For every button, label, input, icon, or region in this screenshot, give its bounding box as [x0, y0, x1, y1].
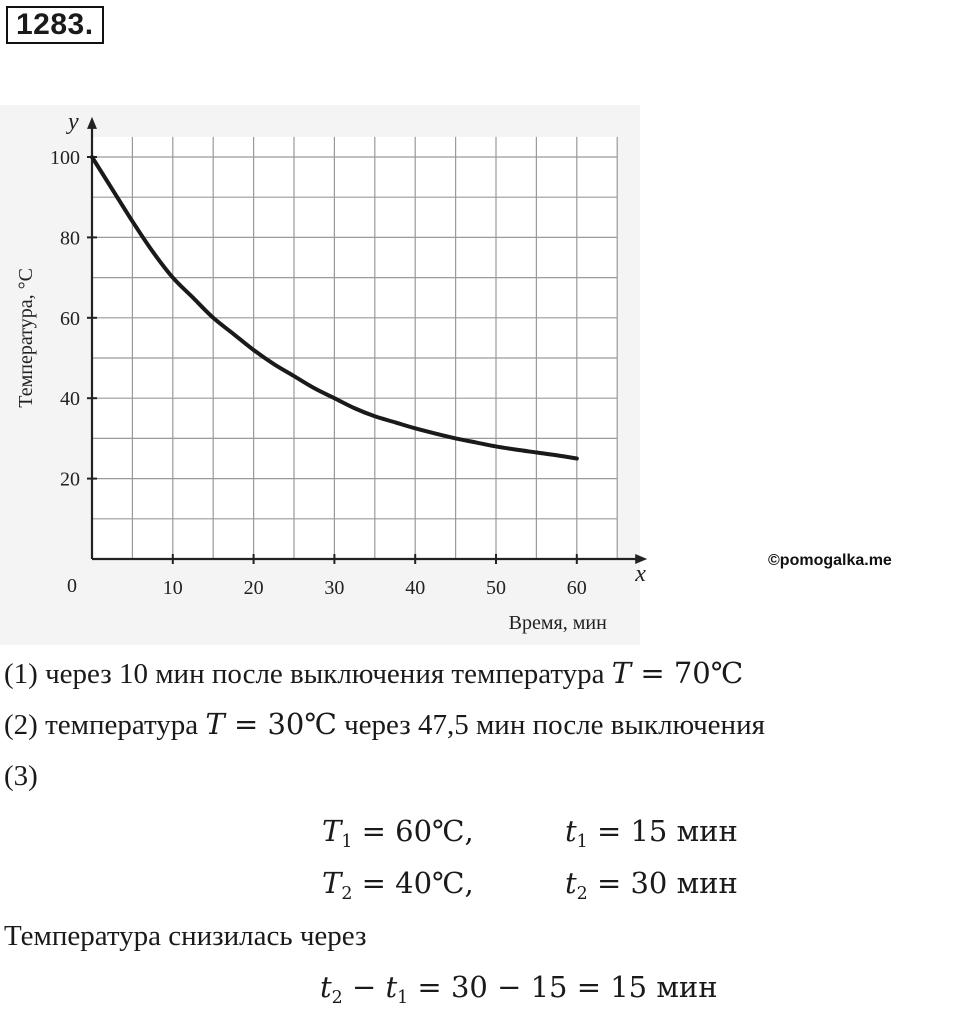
final-t1: t — [385, 970, 398, 1004]
answer-2-suffix: через 47,5 мин после выключения — [336, 709, 765, 741]
equation-1 — [322, 814, 474, 852]
y-tick-label: 80 — [60, 227, 80, 250]
eq2-T-value: = 40℃, — [352, 866, 474, 900]
final-t1-sub: 1 — [397, 988, 409, 1009]
x-tick-label: 10 — [162, 577, 183, 599]
equation-2-time — [565, 866, 738, 904]
answer-line-3: (3) — [4, 760, 38, 792]
x-tick-label: 60 — [566, 577, 587, 599]
eq2-t-sub: 2 — [576, 884, 588, 905]
origin-label: 0 — [67, 575, 77, 597]
y-axis-title: Температура, °C — [15, 268, 37, 408]
y-axis-letter: y — [68, 108, 79, 135]
eq1-t: t — [565, 814, 577, 848]
watermark: ©pomogalka.me — [768, 552, 892, 569]
eq2-t-value: = 30 мин — [587, 866, 738, 900]
y-axis-arrow — [87, 117, 97, 129]
x-tick-label: 30 — [324, 577, 345, 599]
final-t2: t — [320, 970, 332, 1004]
eq2-t: t — [565, 866, 577, 900]
eq1-t-sub: 1 — [576, 832, 588, 853]
final-minus: − — [342, 970, 386, 1004]
final-result: = 30 − 15 = 15 мин — [408, 970, 718, 1004]
answer-line-2 — [4, 707, 765, 742]
conclusion-text: Температура снизилась через — [4, 920, 367, 952]
answer-1-value: = 70℃ — [631, 656, 744, 690]
x-tick-label: 50 — [486, 577, 506, 599]
x-axis-letter: x — [635, 561, 646, 587]
equation-2 — [322, 866, 474, 904]
answer-2-text: (2) температура — [4, 709, 206, 741]
problem-number: 1283. — [6, 6, 104, 44]
equation-1-time — [565, 814, 738, 852]
y-tick-label: 100 — [50, 147, 80, 169]
final-t2-sub: 2 — [331, 988, 343, 1009]
eq1-T: T — [322, 814, 342, 848]
x-axis-title: Время, мин — [508, 612, 607, 634]
eq1-t-value: = 15 мин — [587, 814, 738, 848]
temperature-chart — [0, 105, 646, 645]
y-tick-label: 60 — [60, 307, 80, 330]
answer-2-value: = 30℃ — [224, 707, 337, 741]
eq1-T-value: = 60℃, — [352, 814, 474, 848]
eq2-T: T — [322, 866, 342, 900]
eq2-T-sub: 2 — [341, 884, 353, 905]
y-tick-label: 20 — [60, 468, 80, 491]
answer-1-var: T — [611, 656, 632, 690]
chart-panel — [0, 105, 646, 645]
eq1-T-sub: 1 — [341, 832, 353, 853]
x-tick-label: 40 — [405, 577, 426, 599]
final-equation — [320, 970, 718, 1008]
plot-area — [92, 137, 617, 559]
answer-1-text: (1) через 10 мин после выключения температура — [4, 658, 612, 690]
x-tick-label: 20 — [243, 577, 264, 599]
answer-2-var: T — [205, 707, 225, 741]
answer-line-1 — [4, 656, 743, 691]
y-tick-label: 40 — [60, 388, 80, 411]
